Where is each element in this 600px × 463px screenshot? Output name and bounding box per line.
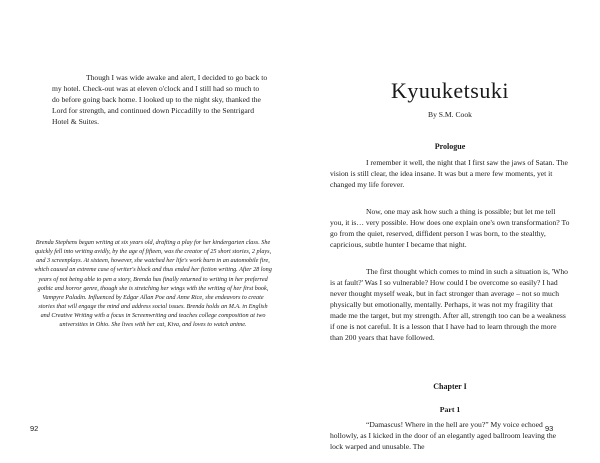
author-bio-text: Brenda Stephens began writing at six years old, drafting a play for her kindergarten class. She quickly fell into writing avidly, by the age of fifteen, was the creator of 25 short stories, 2 plays, and 3 screenplays. At sixteen, however, she watched her life's work burn in an automobile fire, which caused an extreme case of writer's block and thus ended her fiction writing. After 28 long years of not being able to pen a story, Brenda has finally returned to writing in her preferred gothic and horror genre, though she is stretching her wings with the writing of her first book, Vampyre Paladin. Influenced by Edgar Allan Poe and Anne Rice, she endeavors to create stories that will engage the mind and address social issues. Brenda holds an M.A. in English and Creative Writing with a focus in Screenwriting and teaches college composition at two universities in Ohio. She lives with her cat, Kiva, and loves to watch anime.: [34, 239, 272, 329]
prologue-paragraph-1-text: I remember it well, the night that I first saw the jaws of Satan. The vision is still clear, the idea insane. It was but a mere few moments, yet it changed my life forever.: [330, 158, 568, 190]
prologue-paragraph-1: [330, 157, 570, 190]
prologue-paragraph-3: [330, 266, 570, 343]
chapter-paragraph-1-text: “Damascus! Where in the hell are you?” My voice echoed hollowly, as I kicked in the door of an elegantly aged ballroom leaving the lock warped and unusable. The: [330, 420, 556, 452]
prologue-paragraph-3-text: The first thought which comes to mind in such a situation is, 'Who is at fault?' Was I so vulnerable? How could I be overcome so easily? I had never thought myself weak, but in fact stronger than average – not so much physically but emotionally, mentally. Perhaps, it was not my fragility that made me the target, but my strength. After all, strength too can be a weakness if one is not careful. It is a lesson that I have had to learn through the more than 200 years that have followed.: [330, 267, 568, 343]
story-title: Kyuuketsuki: [391, 78, 509, 103]
prologue-paragraph-2: [330, 206, 570, 250]
story-byline: By S.M. Cook: [428, 110, 472, 119]
prologue-heading: Prologue: [434, 142, 466, 151]
story-ending-text: Though I was wide awake and alert, I decided to go back to my hotel. Check-out was at eleven o'clock and I still had so much to do before going back home. I looked up to the night sky, thanked the Lord for strength, and continued down Piccadilly to the Sentrigard Hotel & Suites.: [52, 73, 268, 127]
chapter-heading: Chapter I: [433, 382, 467, 391]
story-ending-paragraph: [52, 72, 268, 127]
author-bio: [34, 238, 272, 330]
prologue-paragraph-2-text: Now, one may ask how such a thing is possible; but let me tell you, it is… very possible. How does one explain one's own transformation? To go from the quiet, reserved, diffident person I was born, to the stealthy, capricious, subtle hunter I became that night.: [330, 207, 570, 250]
page-number-right: 93: [545, 424, 554, 433]
part-heading: Part 1: [439, 405, 461, 414]
page-number-left: 92: [30, 424, 39, 433]
chapter-paragraph-1: [330, 419, 570, 452]
